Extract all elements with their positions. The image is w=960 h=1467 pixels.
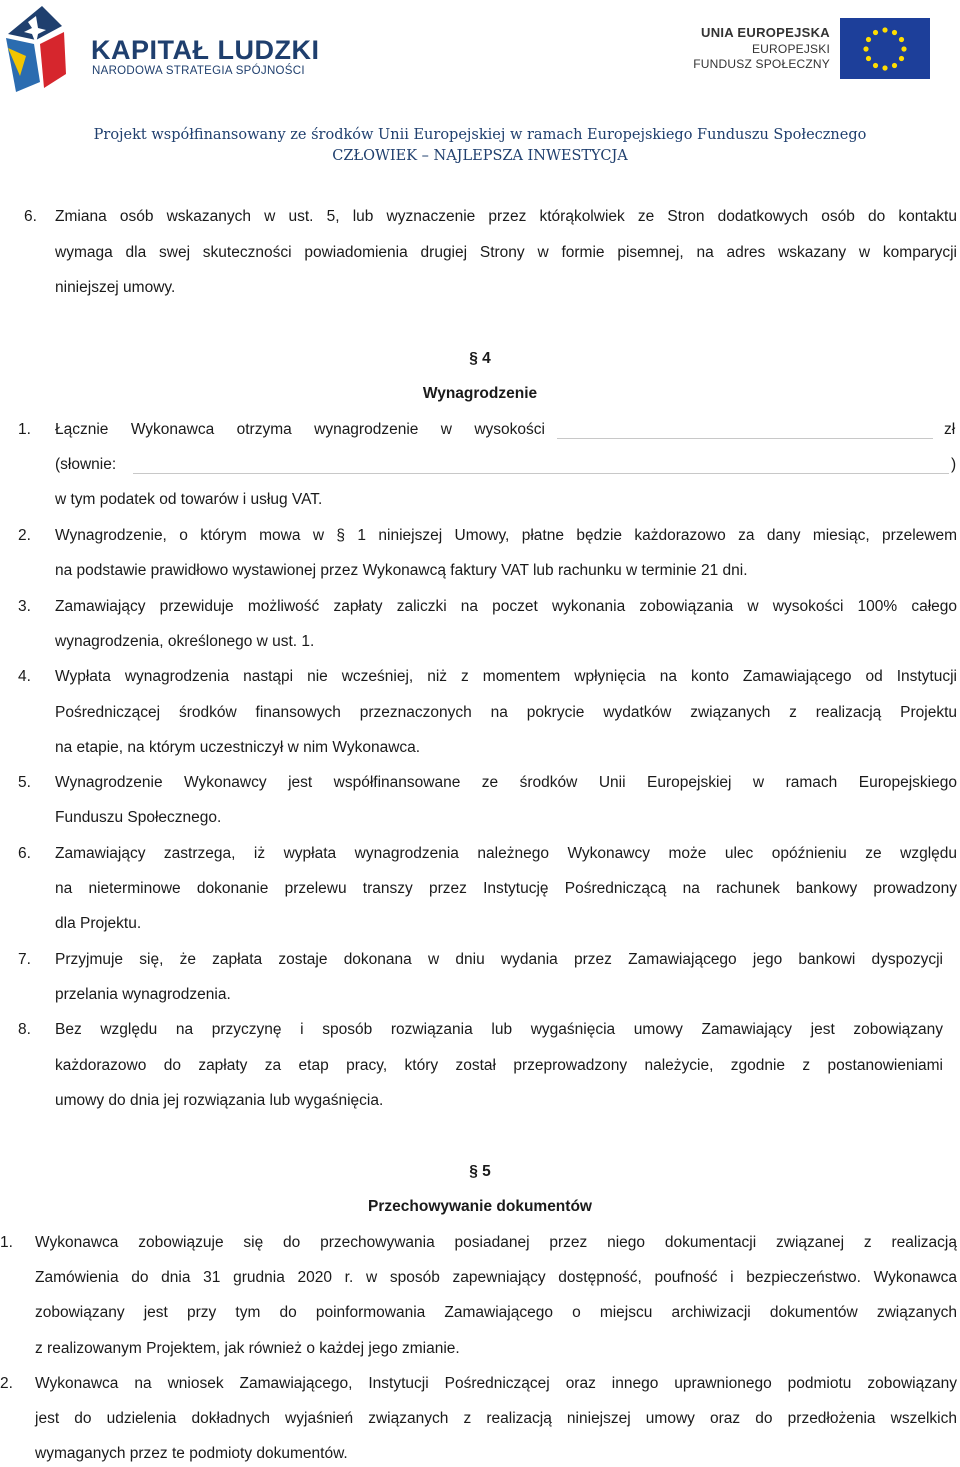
paragraph-line: wymaga dla swej skuteczności powiadomienia drugiej Strony w formie pisemnej, na adres wskazany w komparycji <box>55 244 957 261</box>
paragraph-line: Zmiana osób wskazanych w ust. 5, lub wyznaczenie przez którąkolwiek ze Stron dodatkowych osób do kontaktu <box>55 208 957 225</box>
paragraph-line: Zamówienia do dnia 31 grudnia 2020 r. w sposób zapewniający dostępność, poufność i bezpieczeństwo. Wykonawca <box>35 1269 957 1286</box>
eu-logo <box>693 14 940 84</box>
paragraph-line: Łącznie Wykonawca otrzyma wynagrodzenie w wysokości <box>55 421 545 438</box>
project-slogan-line: CZŁOWIEK – NAJLEPSZA INWESTYCJA <box>332 148 628 164</box>
list-number: 3. <box>18 598 31 615</box>
paragraph-line: z realizowanym Projektem, jak również o każdej jego zmianie. <box>35 1340 460 1357</box>
closing-parenthesis: ) <box>951 456 957 473</box>
list-number: 7. <box>18 951 31 968</box>
list-number: 6. <box>18 845 31 862</box>
paragraph-line: na nieterminowe dokonanie przelewu transzy przez Instytucję Pośredniczącą na rachunek bankowy prowadzony <box>55 880 957 897</box>
paragraph-line: (słownie: <box>55 456 117 473</box>
list-number: 8. <box>18 1021 31 1038</box>
page-header <box>0 0 960 100</box>
project-funding-line: Projekt współfinansowany ze środków Unii Europejskiej w ramach Europejskiego Funduszu Społecznego <box>93 127 867 143</box>
paragraph-line: jest do udzielenia dokładnych wyjaśnień związanych z realizacją niniejszej umowy oraz do przedłożenia wszelkich <box>35 1410 957 1427</box>
paragraph-line: Przyjmuje się, że zapłata zostaje dokonana w dniu wydania przez Zamawiającego jego bankowi dyspozycji <box>55 951 943 968</box>
paragraph-line: Wykonawca na wniosek Zamawiającego, Instytucji Pośredniczącej oraz innego uprawnionego podmiotu zobowiązany <box>35 1375 957 1392</box>
eu-logo-line3: FUNDUSZ SPOŁECZNY <box>693 57 830 71</box>
paragraph-line: przelania wynagrodzenia. <box>55 986 231 1003</box>
paragraph-line: Wykonawca zobowiązuje się do przechowywania posiadanej przez niego dokumentacji związanej z realizacją <box>35 1234 957 1251</box>
paragraph-line: wynagrodzenia, określonego w ust. 1. <box>55 633 315 650</box>
amount-words-blank-line <box>133 473 949 474</box>
eu-logo-line1: UNIA EUROPEJSKA <box>701 25 830 40</box>
section-number: § 4 <box>469 350 491 367</box>
eu-flag-icon <box>840 18 930 79</box>
section-title: Przechowywanie dokumentów <box>368 1198 592 1215</box>
paragraph-line: Wynagrodzenie Wykonawcy jest współfinansowane ze środków Unii Europejskiej w ramach Europejskiego <box>55 774 957 791</box>
list-number: 2. <box>18 527 31 544</box>
paragraph-line: dla Projektu. <box>55 915 142 932</box>
amount-blank-line <box>557 438 933 439</box>
eu-logo-line2: EUROPEJSKI <box>751 42 830 56</box>
list-number: 6. <box>24 208 37 225</box>
paragraph-line: Bez względu na przyczynę i sposób rozwiązania lub wygaśnięcia umowy Zamawiający jest zobowiązany <box>55 1021 943 1038</box>
paragraph-line: Pośredniczącej środków finansowych przeznaczonych na pokrycie wydatków związanych z realizacją Projektu <box>55 704 957 721</box>
paragraph-line: umowy do dnia jej rozwiązania lub wygaśnięcia. <box>55 1092 384 1109</box>
paragraph-line: Funduszu Społecznego. <box>55 809 222 826</box>
paragraph-line: zobowiązany jest przy tym do poinformowania Zamawiającego o miejscu archiwizacji dokumentów związanych <box>35 1304 957 1321</box>
kapital-ludzki-title: KAPITAŁ LUDZKI <box>91 35 320 65</box>
paragraph-line: wymaganych przez te podmioty dokumentów. <box>35 1445 348 1462</box>
paragraph-line: Wynagrodzenie, o którym mowa w § 1 niniejszej Umowy, płatne będzie każdorazowo za dany miesiąc, przelewem <box>55 527 957 544</box>
paragraph-line: na etapie, na którym uczestniczył w nim Wykonawca. <box>55 739 421 756</box>
kapital-ludzki-logo <box>6 4 320 96</box>
paragraph-line: Zamawiający zastrzega, iż wypłata wynagrodzenia należnego Wykonawcy może ulec opóźnieniu ze względu <box>55 845 957 862</box>
paragraph-line: Zamawiający przewiduje możliwość zapłaty zaliczki na poczet wykonania zobowiązania w wysokości 100% całego <box>55 598 957 615</box>
paragraph-line: każdorazowo do zapłaty za etap pracy, który został przeprowadzony należycie, zgodnie z postanowieniami <box>55 1057 943 1074</box>
list-number: 2. <box>0 1375 13 1392</box>
list-number: 1. <box>0 1234 13 1251</box>
paragraph-line: Wypłata wynagrodzenia nastąpi nie wcześniej, niż z momentem wpłynięcia na konto Zamawiającego od Instytucji <box>55 668 957 685</box>
kapital-ludzki-subtitle: NARODOWA STRATEGIA SPÓJNOŚCI <box>92 65 305 77</box>
paragraph-line: w tym podatek od towarów i usług VAT. <box>55 491 323 508</box>
list-number: 1. <box>18 421 31 438</box>
currency-label: zł <box>944 421 956 438</box>
section-title: Wynagrodzenie <box>422 385 538 402</box>
section-number: § 5 <box>469 1163 491 1180</box>
list-number: 5. <box>18 774 31 791</box>
list-number: 4. <box>18 668 31 685</box>
paragraph-line: niniejszej umowy. <box>55 279 176 296</box>
paragraph-line: na podstawie prawidłowo wystawionej przez Wykonawcą faktury VAT lub rachunku w terminie 21 dni. <box>55 562 748 579</box>
kapital-ludzki-emblem-icon <box>6 4 86 96</box>
